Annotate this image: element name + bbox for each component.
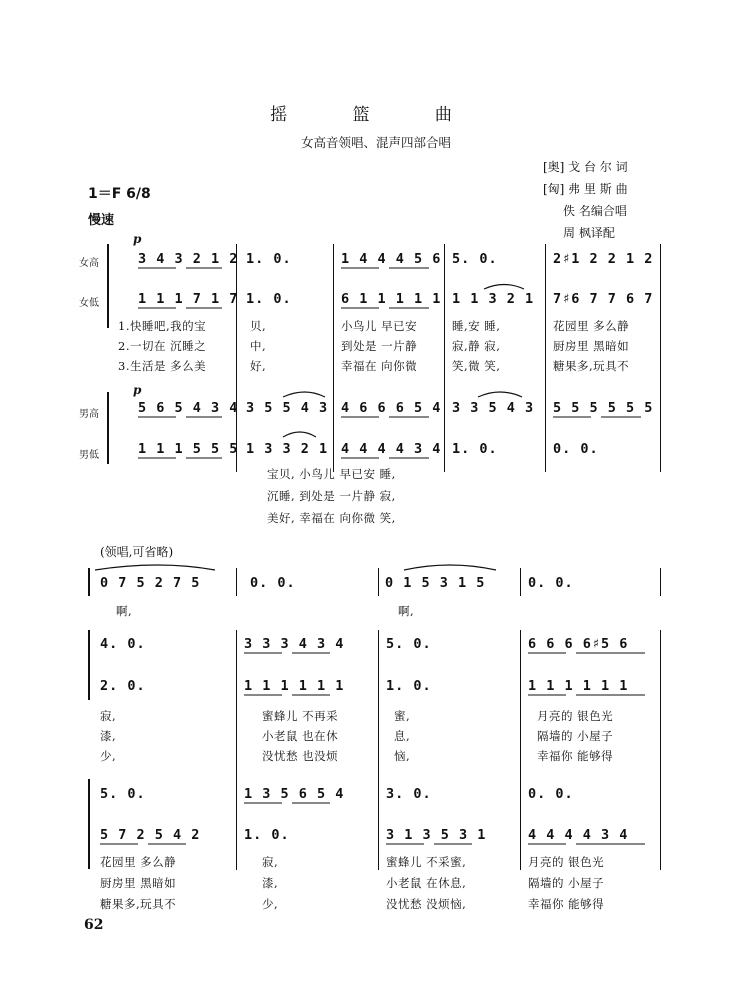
- credit-composer: [匈] 弗 里 斯 曲: [543, 182, 628, 196]
- s1-men-lyric2: 沉睡, 到处是 一片静 寂,: [267, 489, 396, 503]
- s1-lyric1-m1: 1.快睡吧,我的宝: [118, 319, 207, 333]
- s1-lyric2-m4: 寂,静 寂,: [452, 339, 501, 353]
- solo-note: (领唱,可省略): [100, 545, 174, 559]
- s1-tenor-m3: 4 6 6 6 5 4: [341, 400, 442, 416]
- s2-lyric3-m2: 没忧愁 也没烦: [262, 749, 339, 763]
- s2-soprano-m4: 6 6 6 6♯5 6: [528, 636, 629, 652]
- s2-tenor-m3: 3. 0.: [386, 786, 432, 802]
- s1-alto-m5: 7♯6 7 7 6 7: [553, 291, 654, 307]
- s2-alto-m1: 2. 0.: [100, 678, 146, 694]
- s2-bass-m2: 1. 0.: [244, 827, 290, 843]
- s2-tenor-m2: 1 3 5 6 5 4: [244, 786, 345, 802]
- page-number: 62: [84, 917, 104, 933]
- s1-bass-m1: 1 1 1 5 5 5: [138, 441, 239, 457]
- voice-label-alto: 女低: [79, 298, 99, 309]
- s2-soprano-m3: 5. 0.: [386, 636, 432, 652]
- s2-lyric3-m1: 少,: [100, 749, 117, 763]
- s2-bass-m4: 4 4 4 4 3 4: [528, 827, 629, 843]
- credit-arranger: 佚 名编合唱: [563, 204, 627, 218]
- s2-men-lyric2-m2: 漆,: [262, 876, 279, 890]
- s1-lyric1-m4: 睡,安 睡,: [452, 319, 501, 333]
- solo-m1: 0 7 5 2 7 5: [100, 575, 201, 591]
- s1-lyric3-m2: 好,: [250, 359, 267, 373]
- s1-bass-m2: 1 3 3 2 1: [246, 441, 329, 457]
- s2-men-lyric3-m3: 没忧愁 没烦恼,: [386, 897, 467, 911]
- s1-tenor-m5: 5 5 5 5 5 5: [553, 400, 654, 416]
- s2-tenor-m4: 0. 0.: [528, 786, 574, 802]
- s2-alto-m4: 1 1 1 1 1 1: [528, 678, 629, 694]
- s2-lyric1-m3: 蜜,: [394, 709, 411, 723]
- s2-men-lyric2-m3: 小老鼠 在休息,: [386, 876, 467, 890]
- s1-lyric3-m4: 笑,微 笑,: [452, 359, 501, 373]
- s1-tenor-m2: 3 5 5 4 3: [246, 400, 329, 416]
- s2-men-lyric2-m1: 厨房里 黑暗如: [100, 876, 177, 890]
- s2-men-lyric3-m1: 糖果多,玩具不: [100, 897, 177, 911]
- s2-men-lyric3-m4: 幸福你 能够得: [528, 897, 605, 911]
- s2-men-lyric1-m2: 寂,: [262, 855, 279, 869]
- s1-lyric3-m3: 幸福在 向你微: [341, 359, 418, 373]
- s2-alto-m2: 1 1 1 1 1 1: [244, 678, 345, 694]
- slur: [478, 392, 522, 397]
- s2-men-lyric1-m4: 月亮的 银色光: [528, 855, 605, 869]
- solo-lyric-2: 啊,: [398, 604, 415, 618]
- s2-bass-m3: 3 1 3 5 3 1: [386, 827, 487, 843]
- s1-alto-m4: 1 1 3 2 1: [452, 291, 535, 307]
- slur: [95, 565, 215, 570]
- s1-lyric2-m5: 厨房里 黑暗如: [553, 339, 630, 353]
- song-subtitle: 女高音领唱、混声四部合唱: [300, 135, 451, 150]
- solo-m2: 0. 0.: [250, 575, 296, 591]
- credit-lyricist: [奥] 戈 台 尔 词: [543, 160, 628, 174]
- s1-lyric2-m1: 2.一切在 沉睡之: [118, 339, 207, 353]
- s1-lyric1-m2: 贝,: [250, 319, 267, 333]
- s1-soprano-m4: 5. 0.: [452, 251, 498, 267]
- slur: [283, 432, 316, 437]
- dynamic-mark-women: p: [133, 232, 142, 246]
- s1-lyric3-m1: 3.生活是 多么美: [118, 359, 207, 373]
- s1-soprano-m3: 1 4 4 4 5 6: [341, 251, 442, 267]
- s2-men-lyric3-m2: 少,: [262, 897, 279, 911]
- s1-soprano-m1: 3 4 3 2 1 2: [138, 251, 239, 267]
- key-signature: 1＝F 6/8: [88, 186, 151, 202]
- s2-lyric2-m1: 漆,: [100, 729, 117, 743]
- s2-tenor-m1: 5. 0.: [100, 786, 146, 802]
- s1-men-lyric3: 美好, 幸福在 向你微 笑,: [267, 511, 396, 525]
- s2-lyric3-m3: 恼,: [394, 749, 411, 763]
- s2-lyric1-m4: 月亮的 银色光: [537, 709, 614, 723]
- s2-lyric3-m4: 幸福你 能够得: [537, 749, 614, 763]
- s1-bass-m4: 1. 0.: [452, 441, 498, 457]
- solo-m4: 0. 0.: [528, 575, 574, 591]
- s2-men-lyric1-m1: 花园里 多么静: [100, 855, 177, 869]
- s2-bass-m1: 5 7 2 5 4 2: [100, 827, 201, 843]
- s2-lyric2-m4: 隔墙的 小屋子: [537, 729, 614, 743]
- voice-label-soprano: 女高: [79, 258, 99, 269]
- slur: [404, 565, 496, 570]
- s1-alto-m1: 1 1 1 7 1 7: [138, 291, 239, 307]
- s2-men-lyric2-m4: 隔墙的 小屋子: [528, 876, 605, 890]
- song-title: 摇 篮 曲: [270, 105, 482, 125]
- s1-lyric1-m5: 花园里 多么静: [553, 319, 630, 333]
- solo-m3: 0 1 5 3 1 5: [385, 575, 486, 591]
- s1-bass-m3: 4 4 4 4 3 4: [341, 441, 442, 457]
- s1-tenor-m1: 5 6 5 4 3 4: [138, 400, 239, 416]
- solo-lyric-1: 啊,: [116, 604, 133, 618]
- s2-lyric1-m2: 蜜蜂儿 不再采: [262, 709, 339, 723]
- s2-alto-m3: 1. 0.: [386, 678, 432, 694]
- voice-label-bass: 男低: [79, 450, 99, 461]
- s1-lyric2-m3: 到处是 一片静: [341, 339, 418, 353]
- s1-tenor-m4: 3 3 5 4 3: [452, 400, 535, 416]
- s2-lyric2-m2: 小老鼠 也在休: [262, 729, 339, 743]
- s1-men-lyric1: 宝贝, 小鸟儿 早已安 睡,: [267, 467, 396, 481]
- s2-lyric2-m3: 息,: [394, 729, 411, 743]
- s1-lyric2-m2: 中,: [250, 339, 267, 353]
- slur: [283, 392, 325, 397]
- s1-soprano-m2: 1. 0.: [246, 251, 292, 267]
- s1-lyric3-m5: 糖果多,玩具不: [553, 359, 630, 373]
- s2-men-lyric1-m3: 蜜蜂儿 不采蜜,: [386, 855, 467, 869]
- s1-alto-m2: 1. 0.: [246, 291, 292, 307]
- tempo-marking: 慢速: [88, 213, 115, 228]
- s1-soprano-m5: 2♯1 2 2 1 2: [553, 251, 654, 267]
- slur: [484, 285, 524, 290]
- s2-lyric1-m1: 寂,: [100, 709, 117, 723]
- voice-label-tenor: 男高: [79, 409, 99, 420]
- s1-bass-m5: 0. 0.: [553, 441, 599, 457]
- s2-soprano-m2: 3 3 3 4 3 4: [244, 636, 345, 652]
- s1-alto-m3: 6 1 1 1 1 1: [341, 291, 442, 307]
- dynamic-mark-men: p: [133, 383, 142, 397]
- s1-lyric1-m3: 小鸟儿 早已安: [341, 319, 418, 333]
- credit-translator: 周 枫译配: [563, 226, 615, 240]
- s2-soprano-m1: 4. 0.: [100, 636, 146, 652]
